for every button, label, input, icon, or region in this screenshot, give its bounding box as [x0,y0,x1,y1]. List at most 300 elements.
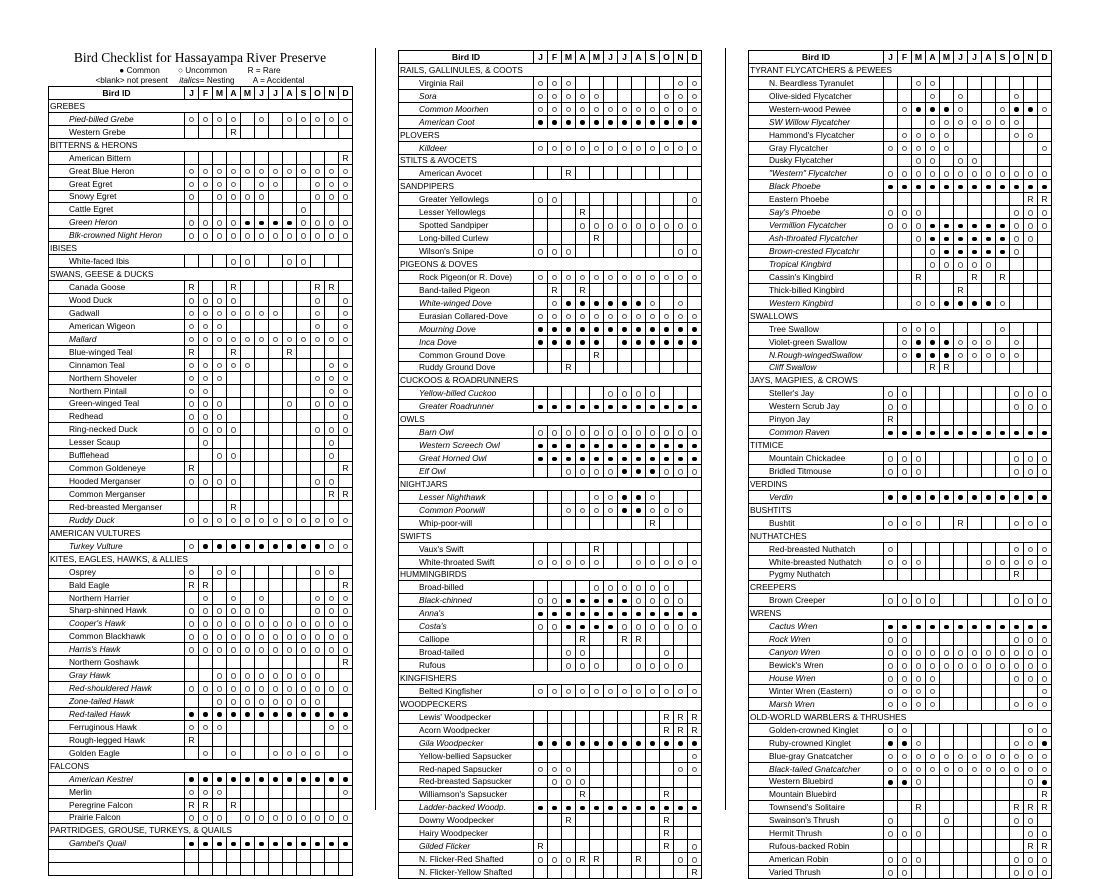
open-circle-icon [636,598,642,604]
bird-name: American Coot [399,115,534,128]
empty-month-cell [674,348,688,361]
uncommon-mark [227,164,241,177]
empty-month-cell [604,193,618,206]
open-circle-icon [944,120,950,126]
empty-month-cell [590,710,604,723]
month-header: A [982,51,996,64]
rare-mark [1038,788,1052,801]
empty-month-cell [982,788,996,801]
uncommon-mark [632,426,646,439]
empty-month-cell [996,788,1010,801]
filled-dot-icon [972,301,977,306]
open-circle-icon [217,621,223,627]
open-circle-icon [902,676,908,682]
uncommon-mark [982,659,996,672]
uncommon-mark [954,762,968,775]
uncommon-mark [912,646,926,659]
empty-month-cell [562,633,576,646]
blank-cell [255,850,269,863]
empty-month-cell [213,255,227,268]
open-circle-icon [902,754,908,760]
bird-row [399,426,702,439]
bird-row [749,387,1052,400]
bird-row [749,594,1052,607]
open-circle-icon [664,650,670,656]
bird-name: White-faced Ibis [49,255,185,268]
uncommon-mark [241,695,255,708]
open-circle-icon [692,560,698,566]
open-circle-icon [1042,456,1048,462]
open-circle-icon [343,194,349,200]
common-mark [604,594,618,607]
empty-month-cell [996,141,1010,154]
uncommon-mark [199,630,213,643]
common-mark [548,736,562,749]
uncommon-mark [311,319,325,332]
uncommon-mark [926,128,940,141]
bird-name: Yellow-bellied Sapsucker [399,749,534,762]
open-circle-icon [566,560,572,566]
uncommon-mark [660,646,674,659]
open-circle-icon [203,725,209,731]
uncommon-mark [339,746,353,759]
bird-row [399,866,702,879]
empty-month-cell [940,193,954,206]
month-header: A [632,51,646,64]
common-mark [884,490,898,503]
common-mark [688,322,702,335]
common-mark [534,115,548,128]
open-circle-icon [594,689,600,695]
open-circle-icon [678,560,684,566]
bird-row [49,371,353,384]
common-mark [283,708,297,721]
empty-month-cell [688,503,702,516]
open-circle-icon [1014,391,1020,397]
uncommon-mark [674,102,688,115]
bird-row [749,620,1052,633]
open-circle-icon [608,430,614,436]
uncommon-mark [674,503,688,516]
empty-month-cell [311,255,325,268]
empty-month-cell [297,578,311,591]
empty-month-cell [297,591,311,604]
bird-row [399,102,702,115]
uncommon-mark [576,503,590,516]
uncommon-mark [884,542,898,555]
empty-month-cell [968,788,982,801]
open-circle-icon [1028,663,1034,669]
common-mark [562,736,576,749]
uncommon-mark [199,306,213,319]
uncommon-mark [325,358,339,371]
common-mark [604,452,618,465]
legend-nesting: = Nesting [199,75,235,85]
filled-dot-icon [986,495,991,500]
common-mark [926,232,940,245]
empty-month-cell [982,736,996,749]
open-circle-icon [245,337,251,343]
uncommon-mark [562,141,576,154]
bird-name: American Bittern [49,151,185,164]
uncommon-mark [926,89,940,102]
empty-month-cell [1038,568,1052,581]
common-mark [674,400,688,413]
bird-name: Western Screech Owl [399,439,534,452]
empty-month-cell [199,151,213,164]
filled-dot-icon [650,340,655,345]
empty-month-cell [926,400,940,413]
empty-month-cell [283,125,297,138]
empty-month-cell [325,151,339,164]
open-circle-icon [916,223,922,229]
month-header: F [548,51,562,64]
empty-month-cell [982,89,996,102]
empty-month-cell [912,840,926,853]
bird-row [749,452,1052,465]
bird-name: House Wren [749,672,884,685]
uncommon-mark [311,513,325,526]
month-header: O [660,51,674,64]
bird-name: Northern Goshawk [49,656,185,669]
group-row [749,309,1052,322]
filled-dot-icon [1000,237,1005,242]
open-circle-icon [916,702,922,708]
empty-month-cell [912,814,926,827]
common-mark [646,115,660,128]
filled-dot-icon [552,457,557,462]
rare-mark [576,788,590,801]
common-mark [297,772,311,785]
empty-month-cell [325,294,339,307]
uncommon-mark [646,620,660,633]
filled-dot-icon [580,327,585,332]
bird-name: Townsend's Solitaire [749,801,884,814]
open-circle-icon [217,725,223,731]
filled-dot-icon [972,250,977,255]
filled-dot-icon [636,340,641,345]
common-mark [562,594,576,607]
empty-month-cell [968,387,982,400]
open-circle-icon [986,767,992,773]
filled-dot-icon [245,221,250,226]
uncommon-mark [311,669,325,682]
empty-month-cell [604,853,618,866]
filled-dot-icon [916,107,921,112]
open-circle-icon [231,182,237,188]
open-circle-icon [189,479,195,485]
open-circle-icon [664,469,670,475]
filled-dot-icon [916,431,921,436]
open-circle-icon [678,430,684,436]
uncommon-mark [660,426,674,439]
open-circle-icon [287,117,293,123]
common-mark [534,439,548,452]
empty-month-cell [996,452,1010,465]
bird-id-header: Bird ID [749,51,884,64]
bird-row [749,672,1052,685]
uncommon-mark [339,539,353,552]
empty-month-cell [968,814,982,827]
empty-month-cell [297,306,311,319]
empty-month-cell [1024,348,1038,361]
uncommon-mark [1024,465,1038,478]
uncommon-mark [548,245,562,258]
open-circle-icon [888,676,894,682]
uncommon-mark [339,332,353,345]
common-mark [646,452,660,465]
open-circle-icon [888,767,894,773]
bird-row [49,488,353,501]
empty-month-cell [297,733,311,746]
uncommon-mark [646,387,660,400]
common-mark [227,837,241,850]
empty-month-cell [926,465,940,478]
bird-name: Rufous [399,659,534,672]
empty-month-cell [1038,283,1052,296]
uncommon-mark [926,141,940,154]
bird-name: Red-tailed Hawk [49,708,185,721]
open-circle-icon [1000,353,1006,359]
open-circle-icon [231,634,237,640]
uncommon-mark [1024,633,1038,646]
uncommon-mark [1010,594,1024,607]
uncommon-mark [982,749,996,762]
filled-dot-icon [538,457,543,462]
filled-dot-icon [902,495,907,500]
empty-month-cell [311,358,325,371]
empty-month-cell [255,462,269,475]
common-mark [199,539,213,552]
common-mark [996,232,1010,245]
open-circle-icon [343,608,349,614]
open-circle-icon [622,146,628,152]
uncommon-mark [688,555,702,568]
bird-row [399,620,702,633]
bird-row [399,115,702,128]
open-circle-icon [916,560,922,566]
uncommon-mark [884,684,898,697]
empty-month-cell [646,245,660,258]
empty-month-cell [241,798,255,811]
open-circle-icon [315,169,321,175]
empty-month-cell [982,853,996,866]
open-circle-icon [622,314,628,320]
common-mark [940,335,954,348]
open-circle-icon [944,133,950,139]
filled-dot-icon [902,780,907,785]
empty-month-cell [311,488,325,501]
empty-month-cell [912,413,926,426]
bird-row [749,115,1052,128]
open-circle-icon [203,440,209,446]
uncommon-mark [660,594,674,607]
uncommon-mark [227,216,241,229]
empty-month-cell [325,578,339,591]
empty-month-cell [283,436,297,449]
blank-cell [185,850,199,863]
open-circle-icon [259,169,265,175]
uncommon-mark [996,167,1010,180]
uncommon-mark [213,358,227,371]
empty-month-cell [940,400,954,413]
open-circle-icon [1028,133,1034,139]
uncommon-mark [185,410,199,423]
rare-mark [534,840,548,853]
uncommon-mark [898,348,912,361]
rare-mark [926,361,940,374]
common-mark [646,335,660,348]
empty-month-cell [674,232,688,245]
empty-month-cell [604,723,618,736]
uncommon-mark [199,332,213,345]
filled-dot-icon [245,544,250,549]
empty-month-cell [1024,245,1038,258]
common-mark [1038,426,1052,439]
uncommon-mark [1024,452,1038,465]
empty-month-cell [283,384,297,397]
uncommon-mark [213,190,227,203]
uncommon-mark [325,436,339,449]
open-circle-icon [245,169,251,175]
uncommon-mark [283,682,297,695]
empty-month-cell [297,371,311,384]
empty-month-cell [898,232,912,245]
uncommon-mark [912,853,926,866]
month-header: A [227,87,241,100]
open-circle-icon [552,249,558,255]
uncommon-mark [618,141,632,154]
rare-letter: R [1027,841,1034,852]
empty-month-cell [926,206,940,219]
uncommon-mark [912,154,926,167]
rare-letter: R [230,282,237,293]
empty-month-cell [562,387,576,400]
uncommon-mark [674,426,688,439]
open-circle-icon [217,117,223,123]
empty-month-cell [213,203,227,216]
common-mark [576,115,590,128]
rare-mark [954,516,968,529]
open-circle-icon [231,621,237,627]
rare-mark [688,866,702,879]
common-mark [548,607,562,620]
empty-month-cell [632,167,646,180]
uncommon-mark [996,115,1010,128]
uncommon-mark [576,219,590,232]
open-circle-icon [301,207,307,213]
bird-row [749,154,1052,167]
common-mark [632,439,646,452]
bird-row [49,332,353,345]
open-circle-icon [1042,663,1048,669]
bird-row [399,490,702,503]
filled-dot-icon [636,469,641,474]
common-mark [241,539,255,552]
empty-month-cell [996,193,1010,206]
uncommon-mark [311,423,325,436]
empty-month-cell [283,488,297,501]
bird-row [749,866,1052,879]
empty-month-cell [241,720,255,733]
open-circle-icon [916,327,922,333]
bird-name: Band-tailed Pigeon [399,283,534,296]
empty-month-cell [269,384,283,397]
empty-month-cell [548,633,562,646]
open-circle-icon [315,570,321,576]
filled-dot-icon [594,806,599,811]
group-row [749,374,1052,387]
uncommon-mark [898,827,912,840]
common-mark [339,708,353,721]
open-circle-icon [650,107,656,113]
open-circle-icon [1014,353,1020,359]
empty-month-cell [646,827,660,840]
open-circle-icon [1028,560,1034,566]
uncommon-mark [311,617,325,630]
empty-month-cell [227,436,241,449]
month-header: M [213,87,227,100]
uncommon-mark [185,294,199,307]
empty-month-cell [590,361,604,374]
open-circle-icon [1028,456,1034,462]
open-circle-icon [692,430,698,436]
open-circle-icon [594,223,600,229]
open-circle-icon [902,728,908,734]
empty-month-cell [311,656,325,669]
open-circle-icon [692,94,698,100]
rare-letter: R [635,854,642,865]
open-circle-icon [1042,521,1048,527]
uncommon-mark [1038,167,1052,180]
bird-row [399,555,702,568]
bird-name: Common Goldeneye [49,462,185,475]
filled-dot-icon [958,237,963,242]
open-circle-icon [1042,223,1048,229]
filled-dot-icon [538,340,543,345]
filled-dot-icon [552,405,557,410]
uncommon-mark [884,219,898,232]
rare-mark [968,270,982,283]
empty-month-cell [912,89,926,102]
empty-month-cell [1010,258,1024,271]
uncommon-mark [688,102,702,115]
uncommon-mark [213,229,227,242]
uncommon-mark [548,102,562,115]
open-circle-icon [916,236,922,242]
empty-month-cell [632,76,646,89]
uncommon-mark [199,436,213,449]
uncommon-mark [311,565,325,578]
open-circle-icon [608,275,614,281]
uncommon-mark [185,164,199,177]
common-mark [339,772,353,785]
open-circle-icon [1014,340,1020,346]
open-circle-icon [580,223,586,229]
empty-month-cell [618,516,632,529]
uncommon-mark [1024,827,1038,840]
uncommon-mark [576,775,590,788]
filled-dot-icon [538,806,543,811]
group-heading: VERDINS [749,477,1052,490]
empty-month-cell [954,814,968,827]
rare-letter: R [188,734,195,745]
empty-month-cell [269,449,283,462]
empty-month-cell [590,193,604,206]
rare-mark [562,167,576,180]
uncommon-mark [227,746,241,759]
empty-month-cell [632,723,646,736]
